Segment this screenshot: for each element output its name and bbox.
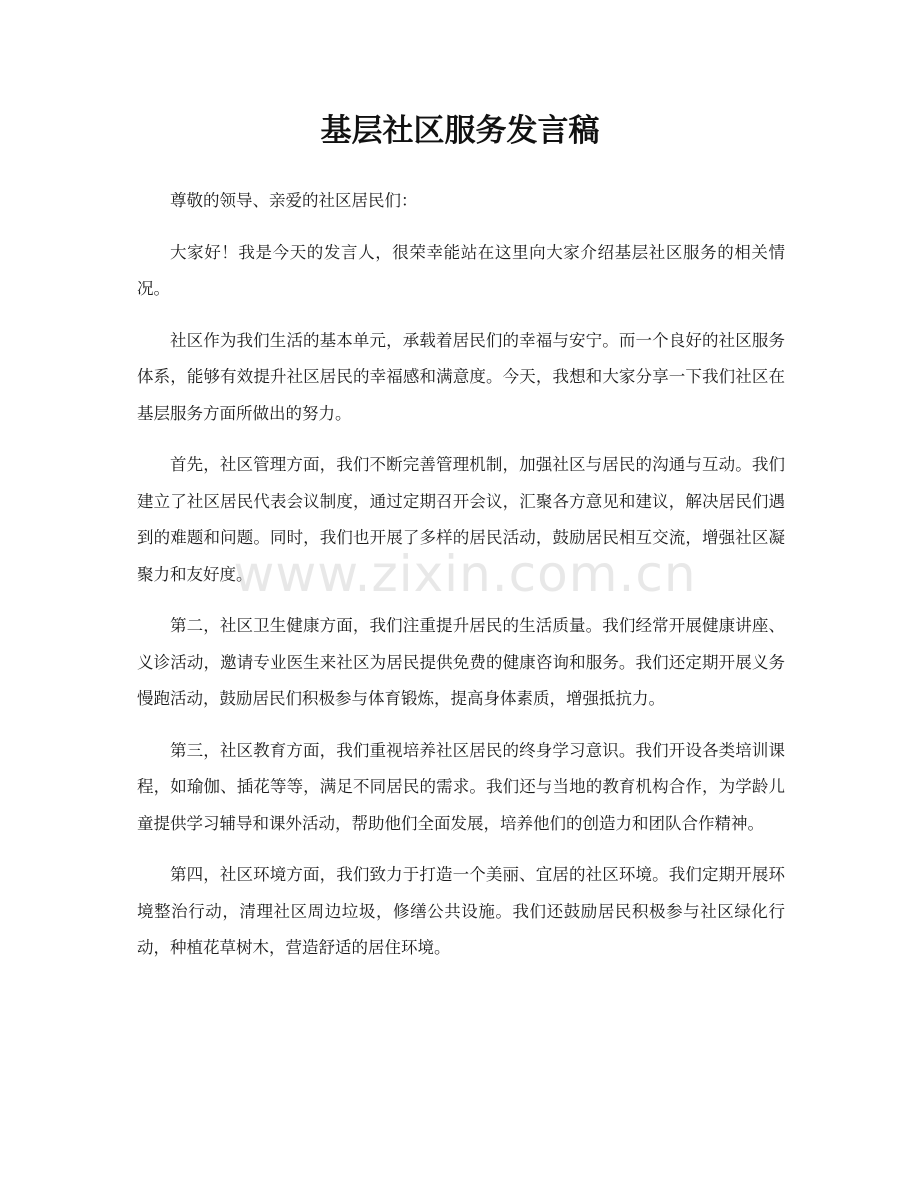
paragraph-management: 首先，社区管理方面，我们不断完善管理机制，加强社区与居民的沟通与互动。我们建立了社区居民代表会议制度，通过定期召开会议，汇聚各方意见和建议，解决居民们遇到的难题和问题。同时，我们也开展了多样的居民活动，鼓励居民相互交流，增强社区凝聚力和友好度。 <box>137 455 785 584</box>
paragraph-environment: 第四，社区环境方面，我们致力于打造一个美丽、宜居的社区环境。我们定期开展环境整治行动，清理社区周边垃圾，修缮公共设施。我们还鼓励居民积极参与社区绿化行动，种植花草树木，营造舒适的居住环境。 <box>137 865 785 957</box>
paragraph-greeting: 大家好！我是今天的发言人，很荣幸能站在这里向大家介绍基层社区服务的相关情况。 <box>137 242 785 298</box>
paragraph-health: 第二，社区卫生健康方面，我们注重提升居民的生活质量。我们经常开展健康讲座、义诊活动，邀请专业医生来社区为居民提供免费的健康咨询和服务。我们还定期开展义务慢跑活动，鼓励居民们积极参与体育锻炼，提高身体素质，增强抵抗力。 <box>137 616 785 708</box>
paragraph-education: 第三，社区教育方面，我们重视培养社区居民的终身学习意识。我们开设各类培训课程，如瑜伽、插花等等，满足不同居民的需求。我们还与当地的教育机构合作，为学龄儿童提供学习辅导和课外活动，帮助他们全面发展，培养他们的创造力和团队合作精神。 <box>137 740 785 833</box>
document-body <box>137 183 785 982</box>
paragraph-salutation: 尊敬的领导、亲爱的社区居民们： <box>170 191 418 210</box>
document-title: 基层社区服务发言稿 <box>320 113 600 149</box>
watermark-text: www.zixin.com.cn <box>233 545 697 603</box>
paragraph-introduction: 社区作为我们生活的基本单元，承载着居民们的幸福与安宁。而一个良好的社区服务体系，能够有效提升社区居民的幸福感和满意度。今天，我想和大家分享一下我们社区在基层服务方面所做出的努力。 <box>137 330 785 423</box>
